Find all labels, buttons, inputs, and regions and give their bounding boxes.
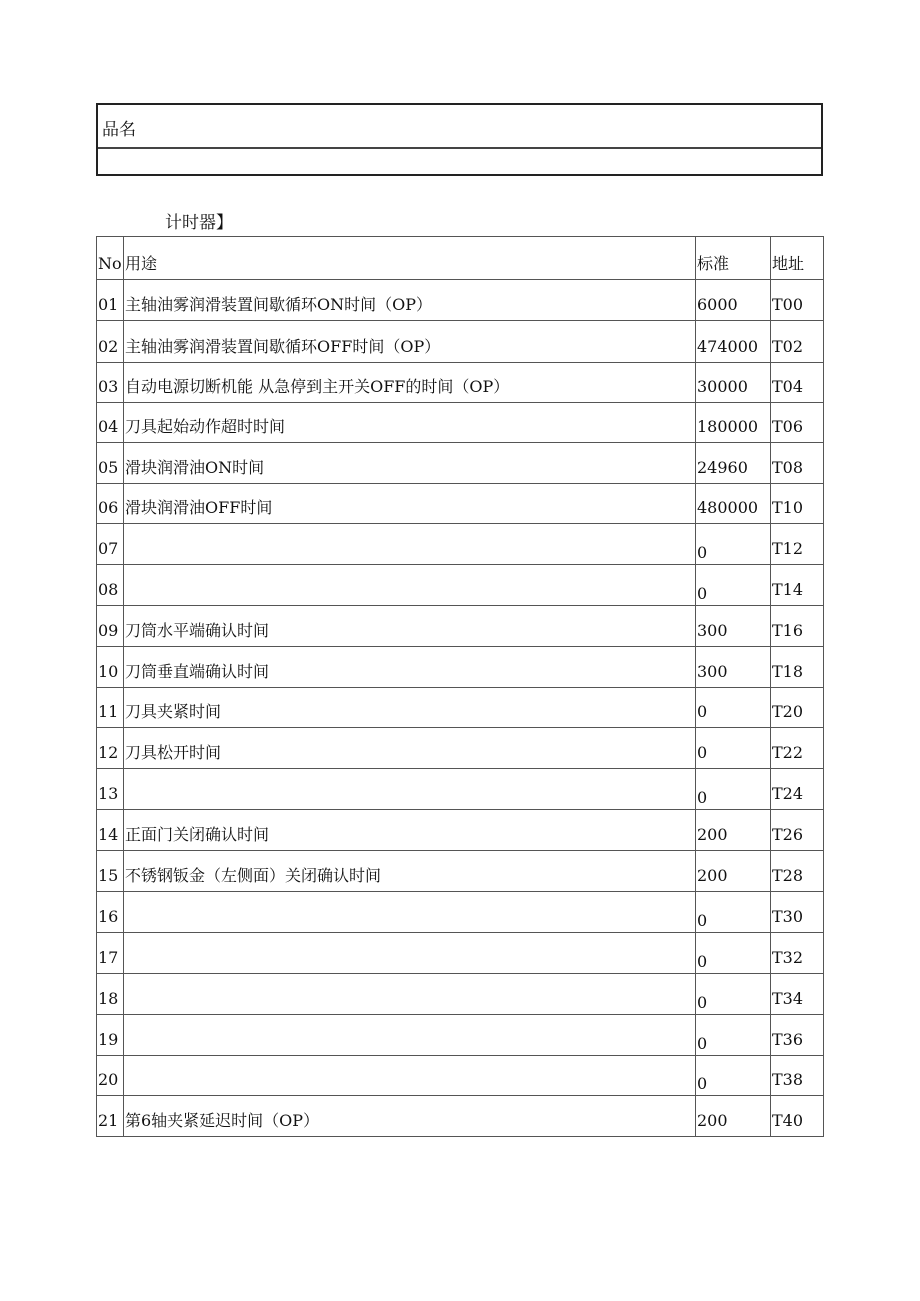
cell-use	[124, 606, 696, 647]
cell-address	[771, 280, 824, 321]
product-name-row	[98, 105, 821, 149]
table-row	[97, 647, 824, 688]
cell-address	[771, 363, 824, 403]
cell-standard-text: 200	[697, 825, 728, 844]
cell-no-text: 14	[98, 825, 119, 844]
cell-no	[97, 280, 124, 321]
cell-address-text: T08	[772, 458, 804, 477]
cell-use	[124, 810, 696, 851]
cell-standard-text: 200	[697, 866, 728, 885]
cell-address	[771, 565, 824, 606]
cell-use-text: 刀筒垂直端确认时间	[125, 662, 270, 681]
cell-use-text: 滑块润滑油OFF时间	[125, 498, 273, 517]
cell-standard	[696, 1056, 771, 1096]
cell-address-text: T16	[772, 621, 804, 640]
cell-standard-text: 300	[697, 662, 728, 681]
cell-no-text: 05	[98, 458, 119, 477]
cell-use-text: 刀具松开时间	[125, 743, 222, 762]
cell-address-text: T30	[772, 907, 804, 926]
cell-use-text: 刀具夹紧时间	[125, 702, 222, 721]
cell-no	[97, 363, 124, 403]
cell-use	[124, 443, 696, 484]
cell-no	[97, 403, 124, 443]
cell-use-text: 主轴油雾润滑装置间歇循环OFF时间（OP）	[125, 337, 441, 356]
cell-address-text: T04	[772, 377, 804, 396]
cell-use	[124, 280, 696, 321]
cell-no-text: 02	[98, 337, 119, 356]
cell-no	[97, 851, 124, 892]
cell-standard-text: 6000	[697, 295, 738, 314]
header-standard: 标准	[696, 237, 771, 280]
cell-use	[124, 1015, 696, 1056]
table-row	[97, 728, 824, 769]
table-row	[97, 524, 824, 565]
cell-use	[124, 363, 696, 403]
cell-no-text: 03	[98, 377, 119, 396]
table-row	[97, 851, 824, 892]
cell-no-text: 16	[98, 907, 119, 926]
cell-address	[771, 769, 824, 810]
cell-standard	[696, 933, 771, 974]
cell-use	[124, 892, 696, 933]
cell-use	[124, 974, 696, 1015]
cell-standard-text: 0	[697, 911, 708, 930]
cell-use-text: 自动电源切断机能 从急停到主开关OFF的时间（OP）	[125, 377, 510, 396]
cell-standard	[696, 280, 771, 321]
cell-use	[124, 484, 696, 524]
cell-no	[97, 1096, 124, 1137]
cell-use-text: 不锈钢钣金（左侧面）关闭确认时间	[125, 866, 382, 885]
cell-no-text: 06	[98, 498, 119, 517]
cell-address-text: T00	[772, 295, 804, 314]
cell-standard-text: 200	[697, 1111, 728, 1130]
cell-address	[771, 321, 824, 363]
table-row	[97, 810, 824, 851]
cell-use	[124, 565, 696, 606]
table-row	[97, 688, 824, 728]
table-row	[97, 1015, 824, 1056]
cell-standard-text: 474000	[697, 337, 759, 356]
table-header-row	[97, 237, 824, 280]
cell-standard	[696, 688, 771, 728]
cell-no-text: 12	[98, 743, 119, 762]
cell-use-text: 主轴油雾润滑装置间歇循环ON时间（OP）	[125, 295, 433, 314]
cell-address-text: T10	[772, 498, 804, 517]
cell-address	[771, 606, 824, 647]
cell-address-text: T14	[772, 580, 804, 599]
table-row	[97, 769, 824, 810]
table-row	[97, 1056, 824, 1096]
cell-standard-text: 180000	[697, 417, 759, 436]
cell-no-text: 21	[98, 1111, 119, 1130]
header-use: 用途	[124, 237, 696, 280]
cell-address-text: T06	[772, 417, 804, 436]
cell-address-text: T40	[772, 1111, 804, 1130]
cell-no	[97, 728, 124, 769]
cell-address	[771, 524, 824, 565]
timer-table	[96, 236, 824, 1137]
cell-standard	[696, 728, 771, 769]
cell-no	[97, 974, 124, 1015]
cell-use	[124, 933, 696, 974]
cell-standard-text: 0	[697, 743, 708, 762]
cell-no-text: 20	[98, 1070, 119, 1089]
cell-no	[97, 933, 124, 974]
cell-address	[771, 443, 824, 484]
cell-use	[124, 1096, 696, 1137]
cell-address	[771, 1056, 824, 1096]
cell-use-text: 刀筒水平端确认时间	[125, 621, 270, 640]
cell-no-text: 11	[98, 702, 119, 721]
cell-standard	[696, 851, 771, 892]
cell-address-text: T28	[772, 866, 804, 885]
cell-no-text: 01	[98, 295, 119, 314]
cell-use	[124, 647, 696, 688]
cell-use-text: 刀具起始动作超时时间	[125, 417, 286, 436]
cell-address	[771, 974, 824, 1015]
cell-use	[124, 769, 696, 810]
cell-use-text: 正面门关闭确认时间	[125, 825, 270, 844]
cell-standard-text: 0	[697, 1074, 708, 1093]
cell-address	[771, 1015, 824, 1056]
cell-no	[97, 321, 124, 363]
cell-standard-text: 0	[697, 952, 708, 971]
product-name-box	[96, 103, 823, 176]
cell-standard	[696, 892, 771, 933]
cell-no	[97, 1056, 124, 1096]
cell-address	[771, 403, 824, 443]
cell-address	[771, 851, 824, 892]
cell-use	[124, 851, 696, 892]
cell-standard	[696, 484, 771, 524]
cell-use	[124, 524, 696, 565]
cell-address-text: T22	[772, 743, 804, 762]
cell-use	[124, 403, 696, 443]
cell-standard	[696, 974, 771, 1015]
cell-address-text: T36	[772, 1030, 804, 1049]
cell-no-text: 17	[98, 948, 119, 967]
cell-no-text: 13	[98, 784, 119, 803]
cell-address	[771, 892, 824, 933]
cell-no-text: 10	[98, 662, 119, 681]
table-row	[97, 1096, 824, 1137]
cell-no	[97, 688, 124, 728]
cell-use	[124, 321, 696, 363]
cell-no	[97, 443, 124, 484]
cell-standard-text: 0	[697, 543, 708, 562]
cell-address-text: T24	[772, 784, 804, 803]
cell-no-text: 18	[98, 989, 119, 1008]
table-row	[97, 974, 824, 1015]
cell-standard-text: 30000	[697, 377, 748, 396]
header-address: 地址	[771, 237, 824, 280]
cell-standard	[696, 524, 771, 565]
table-row	[97, 484, 824, 524]
cell-standard	[696, 1096, 771, 1137]
cell-address-text: T12	[772, 539, 804, 558]
cell-address-text: T26	[772, 825, 804, 844]
cell-no	[97, 1015, 124, 1056]
cell-standard	[696, 647, 771, 688]
cell-standard	[696, 321, 771, 363]
cell-use	[124, 688, 696, 728]
cell-address-text: T32	[772, 948, 804, 967]
cell-address	[771, 688, 824, 728]
table-row	[97, 933, 824, 974]
cell-address	[771, 647, 824, 688]
cell-address-text: T18	[772, 662, 804, 681]
cell-no	[97, 769, 124, 810]
cell-standard-text: 300	[697, 621, 728, 640]
cell-address-text: T34	[772, 989, 804, 1008]
cell-address	[771, 728, 824, 769]
cell-no-text: 07	[98, 539, 119, 558]
cell-no	[97, 810, 124, 851]
cell-no	[97, 647, 124, 688]
cell-use-text: 第6轴夹紧延迟时间（OP）	[125, 1111, 320, 1130]
table-row	[97, 280, 824, 321]
table-row	[97, 606, 824, 647]
table-row	[97, 363, 824, 403]
table-row	[97, 403, 824, 443]
cell-standard	[696, 403, 771, 443]
table-row	[97, 443, 824, 484]
cell-standard	[696, 443, 771, 484]
section-title: 计时器】	[165, 213, 233, 233]
table-row	[97, 892, 824, 933]
cell-no	[97, 565, 124, 606]
cell-standard-text: 0	[697, 1034, 708, 1053]
cell-standard-text: 0	[697, 993, 708, 1012]
cell-no	[97, 484, 124, 524]
cell-address	[771, 484, 824, 524]
table-row	[97, 321, 824, 363]
cell-address-text: T38	[772, 1070, 804, 1089]
cell-standard	[696, 1015, 771, 1056]
cell-address	[771, 810, 824, 851]
cell-standard	[696, 769, 771, 810]
header-no: No	[97, 237, 124, 280]
cell-address-text: T20	[772, 702, 804, 721]
cell-no	[97, 892, 124, 933]
cell-address	[771, 1096, 824, 1137]
table-row	[97, 565, 824, 606]
cell-standard-text: 0	[697, 788, 708, 807]
cell-standard	[696, 810, 771, 851]
cell-standard	[696, 363, 771, 403]
cell-no	[97, 524, 124, 565]
cell-no-text: 15	[98, 866, 119, 885]
cell-standard	[696, 565, 771, 606]
cell-no-text: 19	[98, 1030, 119, 1049]
cell-use-text: 滑块润滑油ON时间	[125, 458, 265, 477]
cell-standard-text: 480000	[697, 498, 759, 517]
product-name-label: 品名	[102, 120, 136, 140]
cell-standard-text: 0	[697, 702, 708, 721]
cell-use	[124, 1056, 696, 1096]
cell-no-text: 04	[98, 417, 119, 436]
cell-address	[771, 933, 824, 974]
cell-standard-text: 0	[697, 584, 708, 603]
cell-no-text: 08	[98, 580, 119, 599]
cell-address-text: T02	[772, 337, 804, 356]
cell-no-text: 09	[98, 621, 119, 640]
cell-standard-text: 24960	[697, 458, 748, 477]
cell-no	[97, 606, 124, 647]
cell-standard	[696, 606, 771, 647]
cell-use	[124, 728, 696, 769]
